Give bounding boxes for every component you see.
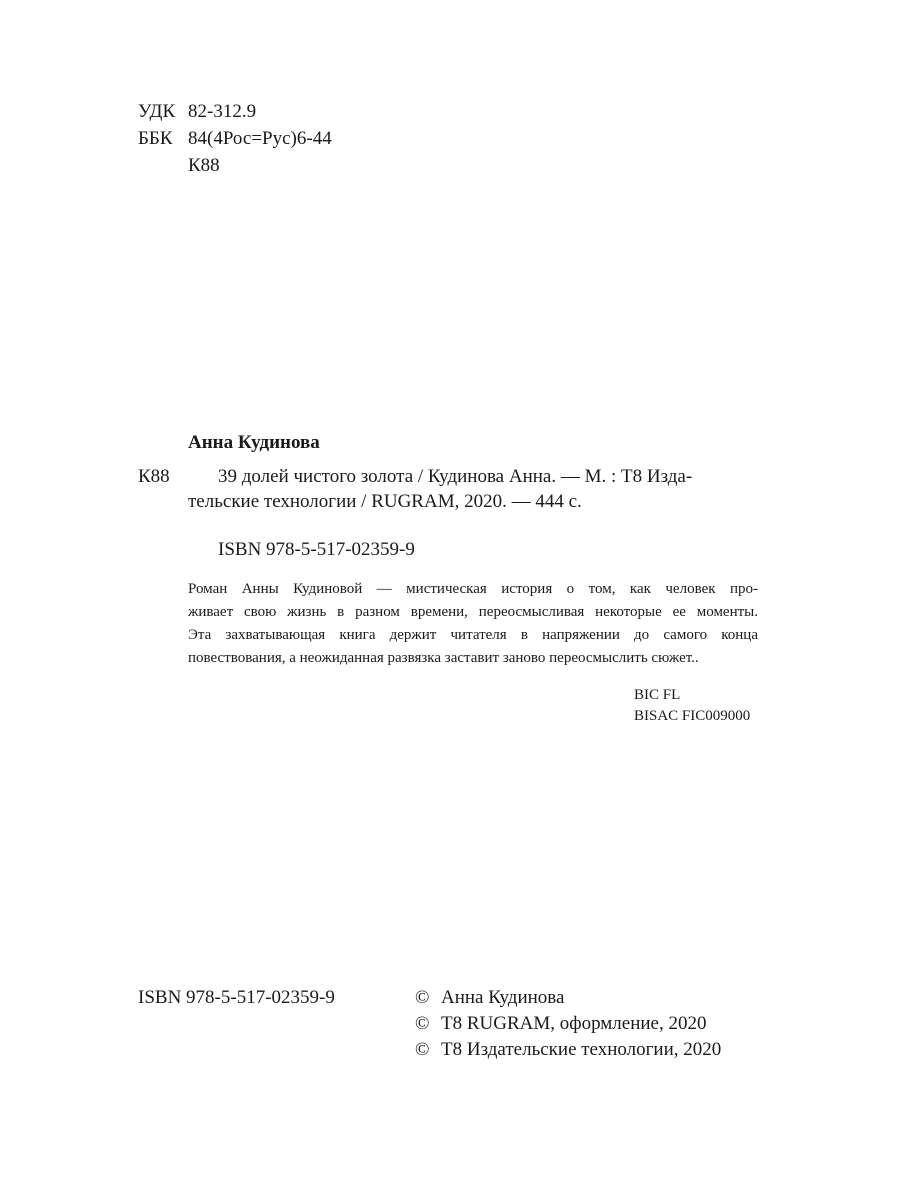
copyright-text: Т8 Издательские технологии, 2020: [441, 1039, 722, 1060]
copyright-symbol: ©: [415, 1039, 430, 1060]
copyright-line: [415, 1037, 721, 1063]
copyright-symbol: ©: [415, 987, 430, 1008]
bic-code: BIC FL: [634, 687, 681, 703]
author-mark: К88: [188, 155, 220, 176]
card-author: Анна Кудинова: [188, 432, 320, 453]
footer-isbn: ISBN 978-5-517-02359-9: [138, 987, 335, 1008]
bbk-value: 84(4Рос=Рус)6-44: [188, 128, 332, 149]
card-isbn: ISBN 978-5-517-02359-9: [218, 539, 415, 560]
bbk-label: ББК: [138, 128, 173, 149]
description-line: живает свою жизнь в разном времени, переосмысливая некоторые ее моменты.: [188, 604, 758, 620]
copyright-text: Т8 RUGRAM, оформление, 2020: [441, 1013, 707, 1034]
description-line: Роман Анны Кудиновой — мистическая история о том, как человек про-: [188, 581, 758, 597]
description-line: Эта захватывающая книга держит читателя в напряжении до самого конца: [188, 627, 758, 643]
bisac-code: BISAC FIC009000: [634, 708, 751, 724]
description-line: повествования, а неожиданная развязка заставит заново переосмыслить сюжет..: [188, 650, 699, 666]
udk-row: [138, 99, 256, 125]
udk-label: УДК: [138, 101, 176, 122]
copyright-text: Анна Кудинова: [441, 987, 565, 1008]
copyright-line: [415, 985, 564, 1011]
card-title-line-2: тельские технологии / RUGRAM, 2020. — 444 с.: [188, 491, 582, 512]
card-mark: К88: [138, 466, 170, 487]
bbk-row: [138, 126, 332, 152]
udk-value: 82-312.9: [188, 101, 257, 122]
copyright-line: [415, 1011, 707, 1037]
card-title-line-1: 39 долей чистого золота / Кудинова Анна. — М. : Т8 Изда-: [218, 466, 693, 487]
copyright-symbol: ©: [415, 1013, 430, 1034]
